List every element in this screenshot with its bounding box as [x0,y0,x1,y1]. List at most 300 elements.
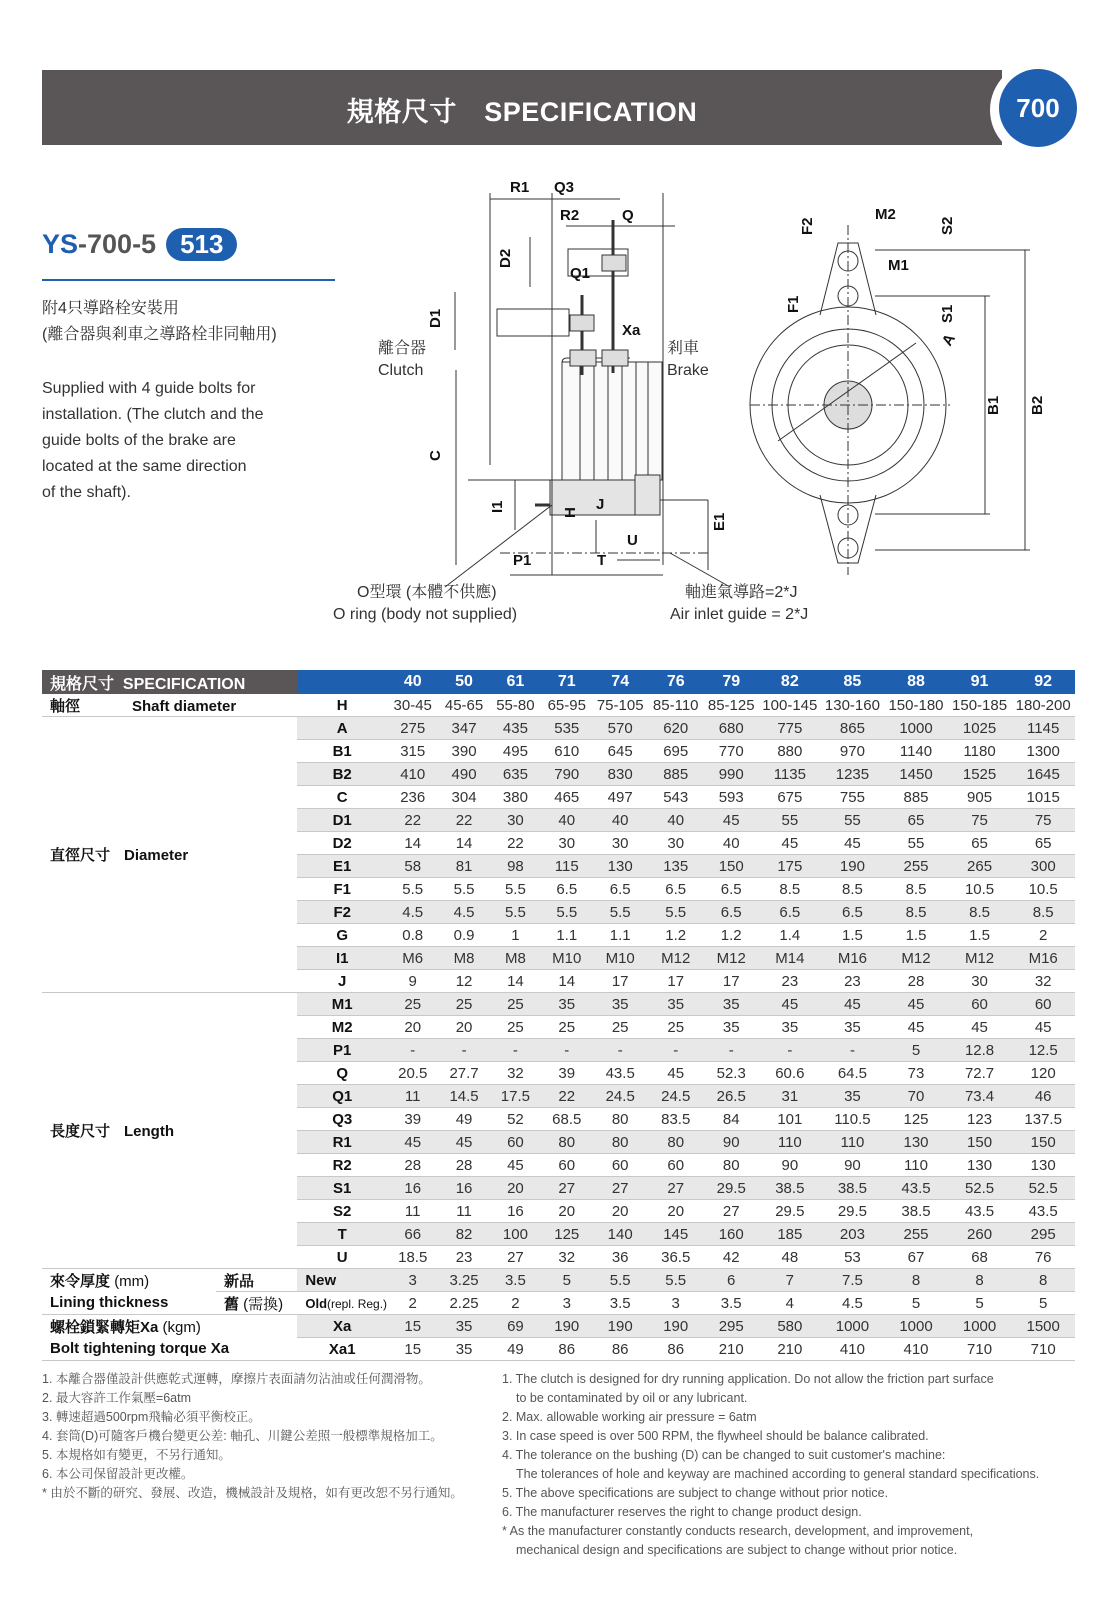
shaft-label [42,694,297,717]
size-column-header: 76 [648,670,703,694]
brake-label-en: Brake [667,362,709,379]
torque-unit: (kgm) [162,1318,201,1336]
table-cell: 60 [592,1154,648,1177]
dim-label-p1: P1 [513,552,532,569]
size-column-header: 79 [703,670,759,694]
table-cell: 32 [541,1246,592,1269]
table-cell: 150 [703,855,759,878]
size-column-header: 92 [1011,670,1075,694]
dim-label-i1: I1 [489,500,506,513]
table-cell: M14 [759,947,821,970]
table-cell: 3 [648,1292,703,1315]
table-cell: 45 [490,1154,541,1177]
table-cell: 30 [948,970,1012,993]
table-cell: 1.5 [884,924,948,947]
table-cell: 9 [387,970,438,993]
table-cell: M12 [884,947,948,970]
table-cell: 2 [387,1292,438,1315]
table-cell: 52.5 [1011,1177,1075,1200]
table-cell: 110 [884,1154,948,1177]
table-cell: 8.5 [884,901,948,924]
table-cell: 203 [821,1223,885,1246]
row-symbol: A [297,717,387,740]
table-cell: 1300 [1011,740,1075,763]
table-cell: 23 [759,970,821,993]
table-cell: 45 [884,1016,948,1039]
table-cell: 45 [821,993,885,1016]
table-cell: 82 [438,1223,489,1246]
table-cell: 580 [759,1315,821,1338]
table-cell: 60 [648,1154,703,1177]
technical-drawing [330,175,1090,645]
table-cell: 885 [648,763,703,786]
shaft-label-zh: 軸徑 [50,697,81,715]
table-cell: 970 [821,740,885,763]
table-cell: 45 [648,1062,703,1085]
spec-table [42,670,1075,1361]
size-column-header: 85 [821,670,885,694]
table-cell: 4 [759,1292,821,1315]
table-cell: 85-125 [703,694,759,717]
table-cell: 22 [490,832,541,855]
note-en-line: 3. In case speed is over 500 RPM, the flywheel should be balance calibrated. [502,1429,929,1443]
table-cell: 25 [541,1016,592,1039]
lining-old-zh-note: (需換) [243,1295,284,1313]
oring-label-zh: O型環 (本體不供應) [357,584,497,601]
table-cell: 6.5 [648,878,703,901]
table-cell: 190 [821,855,885,878]
table-cell: 65 [1011,832,1075,855]
table-cell: M8 [438,947,489,970]
row-symbol: F1 [297,878,387,901]
dim-label-q1: Q1 [570,265,591,282]
clutch-label-zh: 離合器 [378,340,427,357]
table-cell: 30 [592,832,648,855]
table-cell: 880 [759,740,821,763]
table-cell: 304 [438,786,489,809]
table-cell: 3.25 [438,1269,489,1292]
table-cell: 3 [387,1269,438,1292]
table-header-label [42,670,297,694]
table-cell: 14.5 [438,1085,489,1108]
table-cell: 22 [387,809,438,832]
table-cell: 1.2 [703,924,759,947]
torque-title-zh [42,1315,297,1338]
table-cell: 28 [884,970,948,993]
table-row [42,717,1075,740]
size-column-header: 91 [948,670,1012,694]
row-symbol: Q3 [297,1108,387,1131]
table-cell: M10 [541,947,592,970]
table-cell: 29.5 [821,1200,885,1223]
table-cell: - [541,1039,592,1062]
table-cell: - [703,1039,759,1062]
row-symbol: M1 [297,993,387,1016]
table-cell: 45 [759,993,821,1016]
brake-label-zh: 剎車 [667,340,700,357]
table-cell: 67 [884,1246,948,1269]
group-label-zh: 直徑尺寸 [50,847,111,864]
table-cell: 72.7 [948,1062,1012,1085]
dim-label-e1: E1 [711,512,728,531]
table-cell: 81 [438,855,489,878]
row-symbol: H [297,694,387,717]
table-cell: 6.5 [703,878,759,901]
table-cell: 1.5 [948,924,1012,947]
table-cell: 55-80 [490,694,541,717]
table-cell: 55 [884,832,948,855]
table-cell: 25 [490,993,541,1016]
size-column-header: 74 [592,670,648,694]
table-cell: 60 [1011,993,1075,1016]
table-cell: 69 [490,1315,541,1338]
table-cell: 123 [948,1108,1012,1131]
table-cell: 1 [490,924,541,947]
table-cell: 295 [1011,1223,1075,1246]
table-cell: - [648,1039,703,1062]
dim-label-s2: S2 [939,216,956,235]
table-cell: 23 [821,970,885,993]
table-cell: 1000 [884,717,948,740]
model-title [42,228,237,261]
table-cell: 175 [759,855,821,878]
table-cell: 65 [948,832,1012,855]
table-cell: 24.5 [592,1085,648,1108]
table-cell: 4.5 [387,901,438,924]
table-cell: M8 [490,947,541,970]
table-cell: 80 [703,1154,759,1177]
table-cell: 1145 [1011,717,1075,740]
notes-en [502,1370,1039,1560]
model-name: -700-5 [78,229,157,259]
row-symbol: Xa [297,1315,387,1338]
table-cell: 130-160 [821,694,885,717]
note-en-line: 1. The clutch is designed for dry running application. Do not allow the friction part surface [502,1372,994,1386]
table-cell: 5.5 [490,878,541,901]
table-cell: 990 [703,763,759,786]
note-en-line: * As the manufacturer constantly conducts research, development, and improvement, [502,1524,974,1538]
row-symbol: R1 [297,1131,387,1154]
table-cell: 1645 [1011,763,1075,786]
table-cell: 130 [884,1131,948,1154]
row-symbol: U [297,1246,387,1269]
table-cell: 150 [948,1131,1012,1154]
table-cell: 60 [948,993,1012,1016]
group-label-length [42,993,297,1269]
table-cell: 55 [821,809,885,832]
note-zh-line: 3. 轉速超過500rpm飛輪必須平衡校正。 [42,1410,261,1424]
table-cell: 20 [387,1016,438,1039]
table-cell: 1525 [948,763,1012,786]
table-cell: 40 [541,809,592,832]
table-cell: 185 [759,1223,821,1246]
table-cell: 43.5 [884,1177,948,1200]
table-cell: 52.5 [948,1177,1012,1200]
table-cell: 48 [759,1246,821,1269]
table-cell: 65-95 [541,694,592,717]
table-cell: 68.5 [541,1108,592,1131]
table-cell: 80 [541,1131,592,1154]
table-cell: 14 [490,970,541,993]
table-cell: 1.1 [541,924,592,947]
table-cell: 710 [1011,1338,1075,1361]
table-cell: 27 [592,1177,648,1200]
table-cell: 755 [821,786,885,809]
table-cell: 32 [1011,970,1075,993]
table-cell: 27.7 [438,1062,489,1085]
table-cell: 3.5 [490,1269,541,1292]
table-cell: 46 [1011,1085,1075,1108]
table-cell: 39 [387,1108,438,1131]
table-cell: - [490,1039,541,1062]
table-cell: 49 [438,1108,489,1131]
table-cell: 25 [387,993,438,1016]
table-cell: 830 [592,763,648,786]
table-cell: 75-105 [592,694,648,717]
table-cell: 1000 [884,1315,948,1338]
table-cell: 75 [948,809,1012,832]
table-cell: 145 [648,1223,703,1246]
table-cell: 1.4 [759,924,821,947]
table-cell: 52 [490,1108,541,1131]
table-header-row [42,670,1075,694]
table-cell: 593 [703,786,759,809]
lining-new-en: New [297,1269,387,1292]
table-cell: 8.5 [884,878,948,901]
table-cell: 410 [821,1338,885,1361]
table-cell: 15 [387,1315,438,1338]
note-zh-line: * 由於不斷的研究、發展、改造，機械設計及規格，如有更改恕不另行通知。 [42,1486,463,1500]
table-cell: 635 [490,763,541,786]
row-symbol: C [297,786,387,809]
table-cell: 10.5 [948,878,1012,901]
table-cell: 98 [490,855,541,878]
table-cell: 675 [759,786,821,809]
table-cell: 80 [592,1131,648,1154]
table-cell: 30 [490,809,541,832]
table-cell: 17 [703,970,759,993]
table-cell: M16 [821,947,885,970]
table-cell: 17 [592,970,648,993]
table-cell: 20 [541,1200,592,1223]
note-en-line: mechanical design and specifications are subject to change without prior notice. [516,1543,958,1557]
dim-label-h: H [562,507,579,518]
table-cell: 32 [490,1062,541,1085]
table-cell: 20 [592,1200,648,1223]
table-cell: 86 [592,1338,648,1361]
table-cell: 1235 [821,763,885,786]
table-cell: 25 [438,993,489,1016]
table-cell: 35 [703,993,759,1016]
table-cell: - [759,1039,821,1062]
dim-label-q: Q [622,207,634,224]
table-cell: 35 [541,993,592,1016]
table-cell: 53 [821,1246,885,1269]
lining-title-en: Lining thickness [42,1292,216,1315]
table-cell: 20 [648,1200,703,1223]
table-cell: 695 [648,740,703,763]
note-zh-line: 6. 本公司保留設計更改權。 [42,1467,194,1481]
table-cell: 1140 [884,740,948,763]
description-zh-line: (離合器與剎車之導路栓非同軸用) [42,326,277,343]
table-cell: 210 [759,1338,821,1361]
description-en-line: installation. (The clutch and the [42,406,264,423]
table-cell: 45 [759,832,821,855]
table-cell: 770 [703,740,759,763]
dim-label-d1: D1 [427,308,444,328]
table-cell: 14 [541,970,592,993]
table-cell: 497 [592,786,648,809]
table-cell: 190 [592,1315,648,1338]
table-cell: 30 [648,832,703,855]
row-symbol: M2 [297,1016,387,1039]
table-cell: 1025 [948,717,1012,740]
table-cell: 5 [884,1039,948,1062]
table-cell: 265 [948,855,1012,878]
table-cell: 570 [592,717,648,740]
table-cell: 1.2 [648,924,703,947]
table-cell: 125 [541,1223,592,1246]
table-cell: 45 [884,993,948,1016]
dim-label-c: C [427,450,444,461]
table-cell: 7.5 [821,1269,885,1292]
table-cell: 36.5 [648,1246,703,1269]
dim-label-j: J [596,496,605,513]
dim-label-f2: F2 [799,217,816,235]
table-cell: 8.5 [821,878,885,901]
table-cell: 6.5 [821,901,885,924]
model-code-badge: 513 [166,228,237,261]
table-cell: 16 [438,1177,489,1200]
table-row-torque-xa [42,1315,1075,1338]
table-cell: 5.5 [648,1269,703,1292]
table-cell: 137.5 [1011,1108,1075,1131]
table-cell: 27 [648,1177,703,1200]
group-label-en: Diameter [124,847,189,864]
table-cell: 76 [1011,1246,1075,1269]
table-cell: 43.5 [592,1062,648,1085]
table-cell: 1000 [948,1315,1012,1338]
table-cell: 255 [884,855,948,878]
dim-label-r1: R1 [510,179,530,196]
torque-zh: 螺栓鎖緊轉矩 [50,1318,141,1336]
dim-label-f1: F1 [785,295,802,313]
table-cell: - [438,1039,489,1062]
table-cell: 140 [592,1223,648,1246]
table-cell: 27 [703,1200,759,1223]
row-symbol: E1 [297,855,387,878]
table-cell: M12 [948,947,1012,970]
table-cell: 905 [948,786,1012,809]
torque-zh-symbol: Xa [140,1318,159,1336]
row-symbol: I1 [297,947,387,970]
table-cell: M10 [592,947,648,970]
oring-label-en: O ring (body not supplied) [333,606,518,623]
table-cell: 42 [703,1246,759,1269]
table-cell: 8 [948,1269,1012,1292]
table-cell: - [592,1039,648,1062]
table-cell: 495 [490,740,541,763]
table-cell: 25 [592,1016,648,1039]
shaft-label-en: Shaft diameter [132,697,237,715]
guide-pin-d1 [497,309,569,336]
row-symbol: J [297,970,387,993]
table-cell: 38.5 [821,1177,885,1200]
table-cell: 17.5 [490,1085,541,1108]
group-label-diameter [42,717,297,993]
table-cell: 40 [648,809,703,832]
table-cell: 40 [592,809,648,832]
table-cell: 22 [541,1085,592,1108]
note-zh-line: 5. 本規格如有變更，不另行通知。 [42,1448,231,1462]
table-cell: 35 [438,1315,489,1338]
table-cell: M12 [648,947,703,970]
table-cell: 1.1 [592,924,648,947]
table-cell: 120 [1011,1062,1075,1085]
table-cell: 83.5 [648,1108,703,1131]
table-cell: 1135 [759,763,821,786]
table-cell: 885 [884,786,948,809]
table-cell: 8 [1011,1269,1075,1292]
table-cell: 11 [387,1085,438,1108]
table-cell: 490 [438,763,489,786]
table-cell: 8.5 [948,901,1012,924]
table-cell: M12 [703,947,759,970]
table-cell: - [387,1039,438,1062]
lining-label-zh [42,1269,216,1292]
table-cell: 86 [648,1338,703,1361]
table-cell: 17 [648,970,703,993]
group-label-zh: 長度尺寸 [50,1123,111,1140]
table-cell: 300 [1011,855,1075,878]
clutch-disc-stack [562,362,662,480]
table-cell: 28 [387,1154,438,1177]
table-cell: 275 [387,717,438,740]
table-cell: 16 [387,1177,438,1200]
table-cell: 18.5 [387,1246,438,1269]
table-cell: 45 [703,809,759,832]
table-cell: 90 [821,1154,885,1177]
table-cell: 29.5 [759,1200,821,1223]
table-cell: 260 [948,1223,1012,1246]
table-cell: 60.6 [759,1062,821,1085]
table-cell: 55 [759,809,821,832]
table-cell: 73 [884,1062,948,1085]
dim-label-m1: M1 [888,257,909,274]
table-cell: 49 [490,1338,541,1361]
table-cell: 410 [387,763,438,786]
table-cell: 295 [703,1315,759,1338]
row-symbol: P1 [297,1039,387,1062]
lining-old-zh [216,1292,297,1315]
table-cell: 60 [490,1131,541,1154]
note-zh-line: 2. 最大容許工作氣壓=6atm [42,1391,191,1405]
table-cell: 80 [592,1108,648,1131]
model-prefix: YS [42,229,79,259]
row-symbol: D1 [297,809,387,832]
table-cell: 5 [1011,1292,1075,1315]
table-row [42,993,1075,1016]
table-cell: 8 [884,1269,948,1292]
table-cell: 20.5 [387,1062,438,1085]
table-cell: 39 [541,1062,592,1085]
table-cell: 80 [648,1131,703,1154]
table-cell: M6 [387,947,438,970]
table-cell: 31 [759,1085,821,1108]
table-cell: 100-145 [759,694,821,717]
row-symbol: R2 [297,1154,387,1177]
row-symbol: Xa1 [297,1338,387,1361]
